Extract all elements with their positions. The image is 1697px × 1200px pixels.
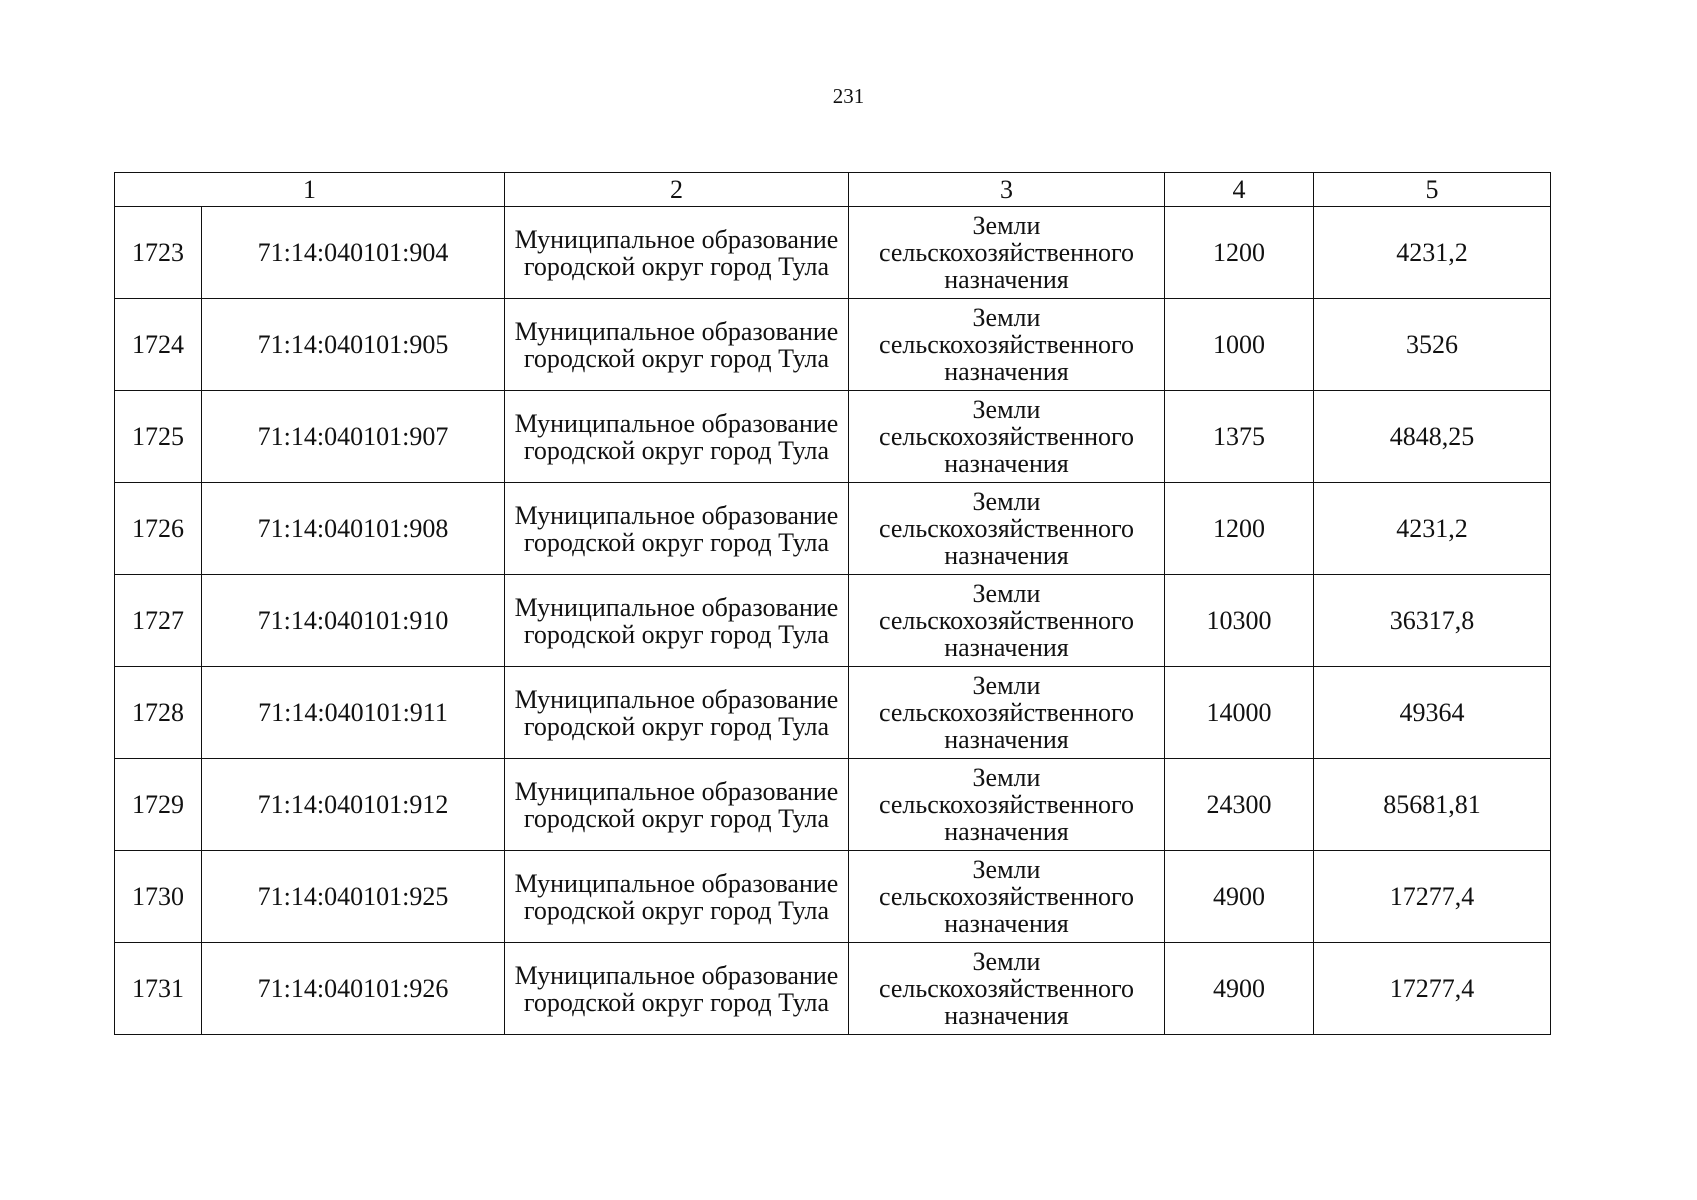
cadastral-number-cell: 71:14:040101:904 <box>202 207 505 299</box>
area-cell: 14000 <box>1165 667 1314 759</box>
table-row <box>115 391 1551 483</box>
land-category-cell: Земли сельскохозяйственного назначения <box>849 667 1165 759</box>
area-cell: 4900 <box>1165 851 1314 943</box>
cadastral-number-cell: 71:14:040101:908 <box>202 483 505 575</box>
land-category-cell: Земли сельскохозяйственного назначения <box>849 851 1165 943</box>
table-row <box>115 851 1551 943</box>
land-category-cell: Земли сельскохозяйственного назначения <box>849 943 1165 1035</box>
row-number-cell: 1731 <box>115 943 202 1035</box>
column-header-4: 4 <box>1165 173 1314 207</box>
land-category-cell: Земли сельскохозяйственного назначения <box>849 759 1165 851</box>
row-number-cell: 1729 <box>115 759 202 851</box>
table-row <box>115 943 1551 1035</box>
owner-cell: Муниципальное образование городской округ город Тула <box>505 667 849 759</box>
owner-cell: Муниципальное образование городской округ город Тула <box>505 759 849 851</box>
cadastral-value-cell: 3526 <box>1314 299 1551 391</box>
row-number-cell: 1726 <box>115 483 202 575</box>
cadastral-value-cell: 36317,8 <box>1314 575 1551 667</box>
table-row <box>115 575 1551 667</box>
row-number-cell: 1727 <box>115 575 202 667</box>
owner-cell: Муниципальное образование городской округ город Тула <box>505 391 849 483</box>
cadastral-value-cell: 49364 <box>1314 667 1551 759</box>
cadastral-number-cell: 71:14:040101:911 <box>202 667 505 759</box>
table-row <box>115 483 1551 575</box>
owner-cell: Муниципальное образование городской округ город Тула <box>505 575 849 667</box>
land-category-cell: Земли сельскохозяйственного назначения <box>849 575 1165 667</box>
header-row <box>115 173 1551 207</box>
row-number-cell: 1723 <box>115 207 202 299</box>
cadastral-value-cell: 4231,2 <box>1314 207 1551 299</box>
row-number-cell: 1725 <box>115 391 202 483</box>
cadastral-value-cell: 4848,25 <box>1314 391 1551 483</box>
area-cell: 1200 <box>1165 207 1314 299</box>
owner-cell: Муниципальное образование городской округ город Тула <box>505 207 849 299</box>
table-row <box>115 299 1551 391</box>
land-category-cell: Земли сельскохозяйственного назначения <box>849 207 1165 299</box>
land-category-cell: Земли сельскохозяйственного назначения <box>849 391 1165 483</box>
area-cell: 4900 <box>1165 943 1314 1035</box>
table-row <box>115 667 1551 759</box>
row-number-cell: 1724 <box>115 299 202 391</box>
cadastral-value-cell: 17277,4 <box>1314 851 1551 943</box>
row-number-cell: 1730 <box>115 851 202 943</box>
column-header-5: 5 <box>1314 173 1551 207</box>
owner-cell: Муниципальное образование городской округ город Тула <box>505 483 849 575</box>
land-category-cell: Земли сельскохозяйственного назначения <box>849 299 1165 391</box>
cadastral-value-cell: 17277,4 <box>1314 943 1551 1035</box>
area-cell: 10300 <box>1165 575 1314 667</box>
cadastral-number-cell: 71:14:040101:912 <box>202 759 505 851</box>
owner-cell: Муниципальное образование городской округ город Тула <box>505 299 849 391</box>
cadastral-value-cell: 4231,2 <box>1314 483 1551 575</box>
table-row <box>115 759 1551 851</box>
area-cell: 24300 <box>1165 759 1314 851</box>
cadastral-number-cell: 71:14:040101:910 <box>202 575 505 667</box>
owner-cell: Муниципальное образование городской округ город Тула <box>505 943 849 1035</box>
land-registry-table <box>114 172 1551 1035</box>
cadastral-number-cell: 71:14:040101:907 <box>202 391 505 483</box>
cadastral-number-cell: 71:14:040101:926 <box>202 943 505 1035</box>
cadastral-value-cell: 85681,81 <box>1314 759 1551 851</box>
cadastral-number-cell: 71:14:040101:925 <box>202 851 505 943</box>
row-number-cell: 1728 <box>115 667 202 759</box>
column-header-2: 2 <box>505 173 849 207</box>
column-header-1: 1 <box>115 173 505 207</box>
cadastral-number-cell: 71:14:040101:905 <box>202 299 505 391</box>
area-cell: 1000 <box>1165 299 1314 391</box>
land-category-cell: Земли сельскохозяйственного назначения <box>849 483 1165 575</box>
owner-cell: Муниципальное образование городской округ город Тула <box>505 851 849 943</box>
column-header-3: 3 <box>849 173 1165 207</box>
table-row <box>115 207 1551 299</box>
page-number: 231 <box>832 84 865 108</box>
area-cell: 1200 <box>1165 483 1314 575</box>
area-cell: 1375 <box>1165 391 1314 483</box>
